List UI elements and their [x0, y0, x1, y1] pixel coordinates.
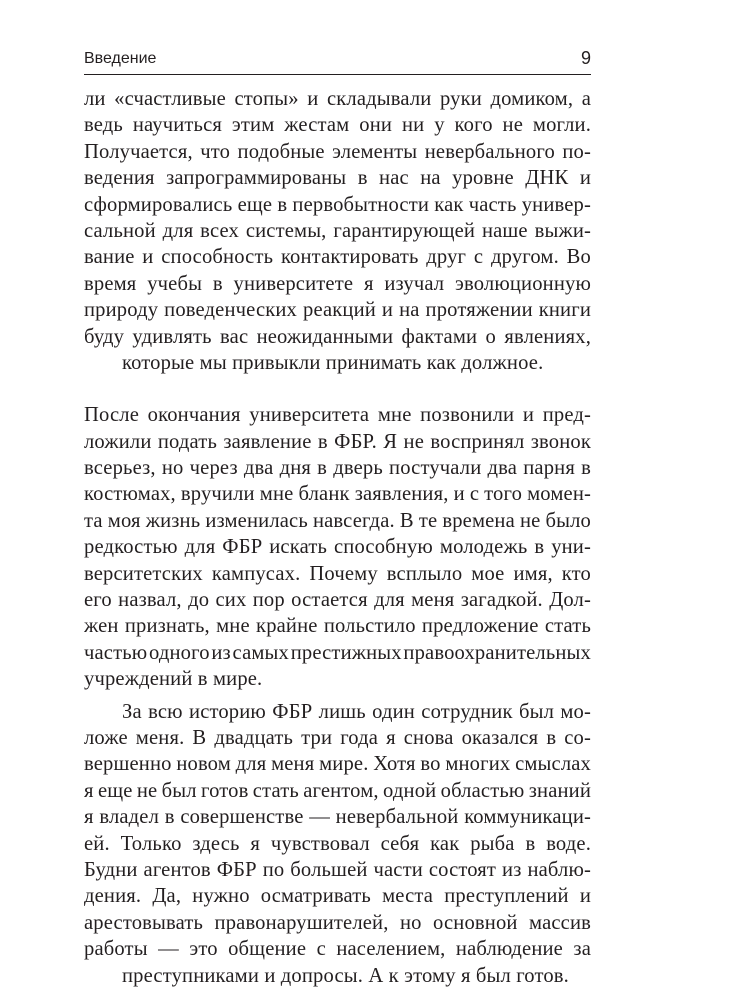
text-line: ли «счастливые стопы» и складывали руки домиком, а — [84, 88, 591, 110]
text-line: буду удивлять вас неожиданными фактами о явлениях, — [84, 325, 591, 348]
text-line: та моя жизнь изменилась навсегда. В те времена не было — [84, 509, 591, 532]
text-line: которые мы привыкли принимать как должное. — [122, 351, 544, 374]
text-line: Получается, что подобные элементы невербального по- — [84, 140, 591, 163]
text-line: вершенно новом для меня мире. Хотя во многих смыслах — [84, 753, 591, 776]
text-line: учреждений в мире. — [84, 668, 263, 691]
text-line: природу поведенческих реакций и на протяжении книги — [84, 299, 591, 322]
text-line: ведения запрограммированы в нас на уровне ДНК и — [84, 167, 591, 190]
text-line: работы — это общение с населением, наблюдение за — [84, 938, 591, 961]
body-text — [84, 86, 591, 989]
text-line: его назвал, до сих пор остается для меня загадкой. Дол- — [84, 589, 591, 612]
page-number: 9 — [580, 48, 591, 68]
section-title: Введение — [84, 50, 157, 67]
text-line: редкостью для ФБР искать способную молодежь в уни- — [84, 536, 591, 559]
text-line: костюмах, вручили мне бланк заявления, и с того момен- — [84, 483, 591, 506]
text-line: ложили подать заявление в ФБР. Я не воспринял звонок — [84, 430, 591, 453]
text-line: ложе меня. В двадцать три года я снова оказался в со- — [84, 726, 591, 749]
text-line: время учебы в университете я изучал эволюционную — [84, 272, 591, 295]
text-line: верситетских кампусах. Почему всплыло мое имя, кто — [84, 562, 591, 585]
paragraph — [84, 86, 591, 376]
text-line: частью одного из самых престижных правоохранительных — [84, 641, 591, 664]
text-line: арестовывать правонарушителей, но основной массив — [84, 911, 591, 934]
running-header — [84, 50, 591, 75]
text-line: я владел в совершенстве — невербальной коммуникаци- — [84, 806, 591, 829]
text-line: сформировались еще в первобытности как часть универ- — [84, 193, 591, 216]
text-line: ей. Только здесь я чувствовал себя как рыба в воде. — [84, 832, 591, 855]
text-line: жен признать, мне крайне польстило предложение стать — [84, 615, 591, 638]
text-line: За всю историю ФБР лишь один сотрудник был мо- — [122, 700, 591, 723]
text-line: После окончания университета мне позвонили и пред- — [84, 404, 591, 427]
text-line: вание и способность контактировать друг с другом. Во — [84, 246, 591, 269]
paragraph — [84, 402, 591, 692]
paragraph-gap — [84, 376, 591, 402]
text-line: дения. Да, нужно осматривать места преступлений и — [84, 885, 591, 908]
text-line: всерьез, но через два дня в дверь постучали два парня в — [84, 457, 591, 480]
text-line: ведь научиться этим жестам они ни у кого не могли. — [84, 114, 591, 137]
text-line: преступниками и допросы. А к этому я был готов. — [122, 964, 569, 987]
paragraph — [84, 699, 591, 989]
text-line: я еще не был готов стать агентом, одной областью знаний — [84, 779, 591, 802]
text-line: Будни агентов ФБР по большей части состоят из наблю- — [84, 858, 591, 881]
text-line: сальной для всех системы, гарантирующей наше выжи- — [84, 219, 591, 242]
